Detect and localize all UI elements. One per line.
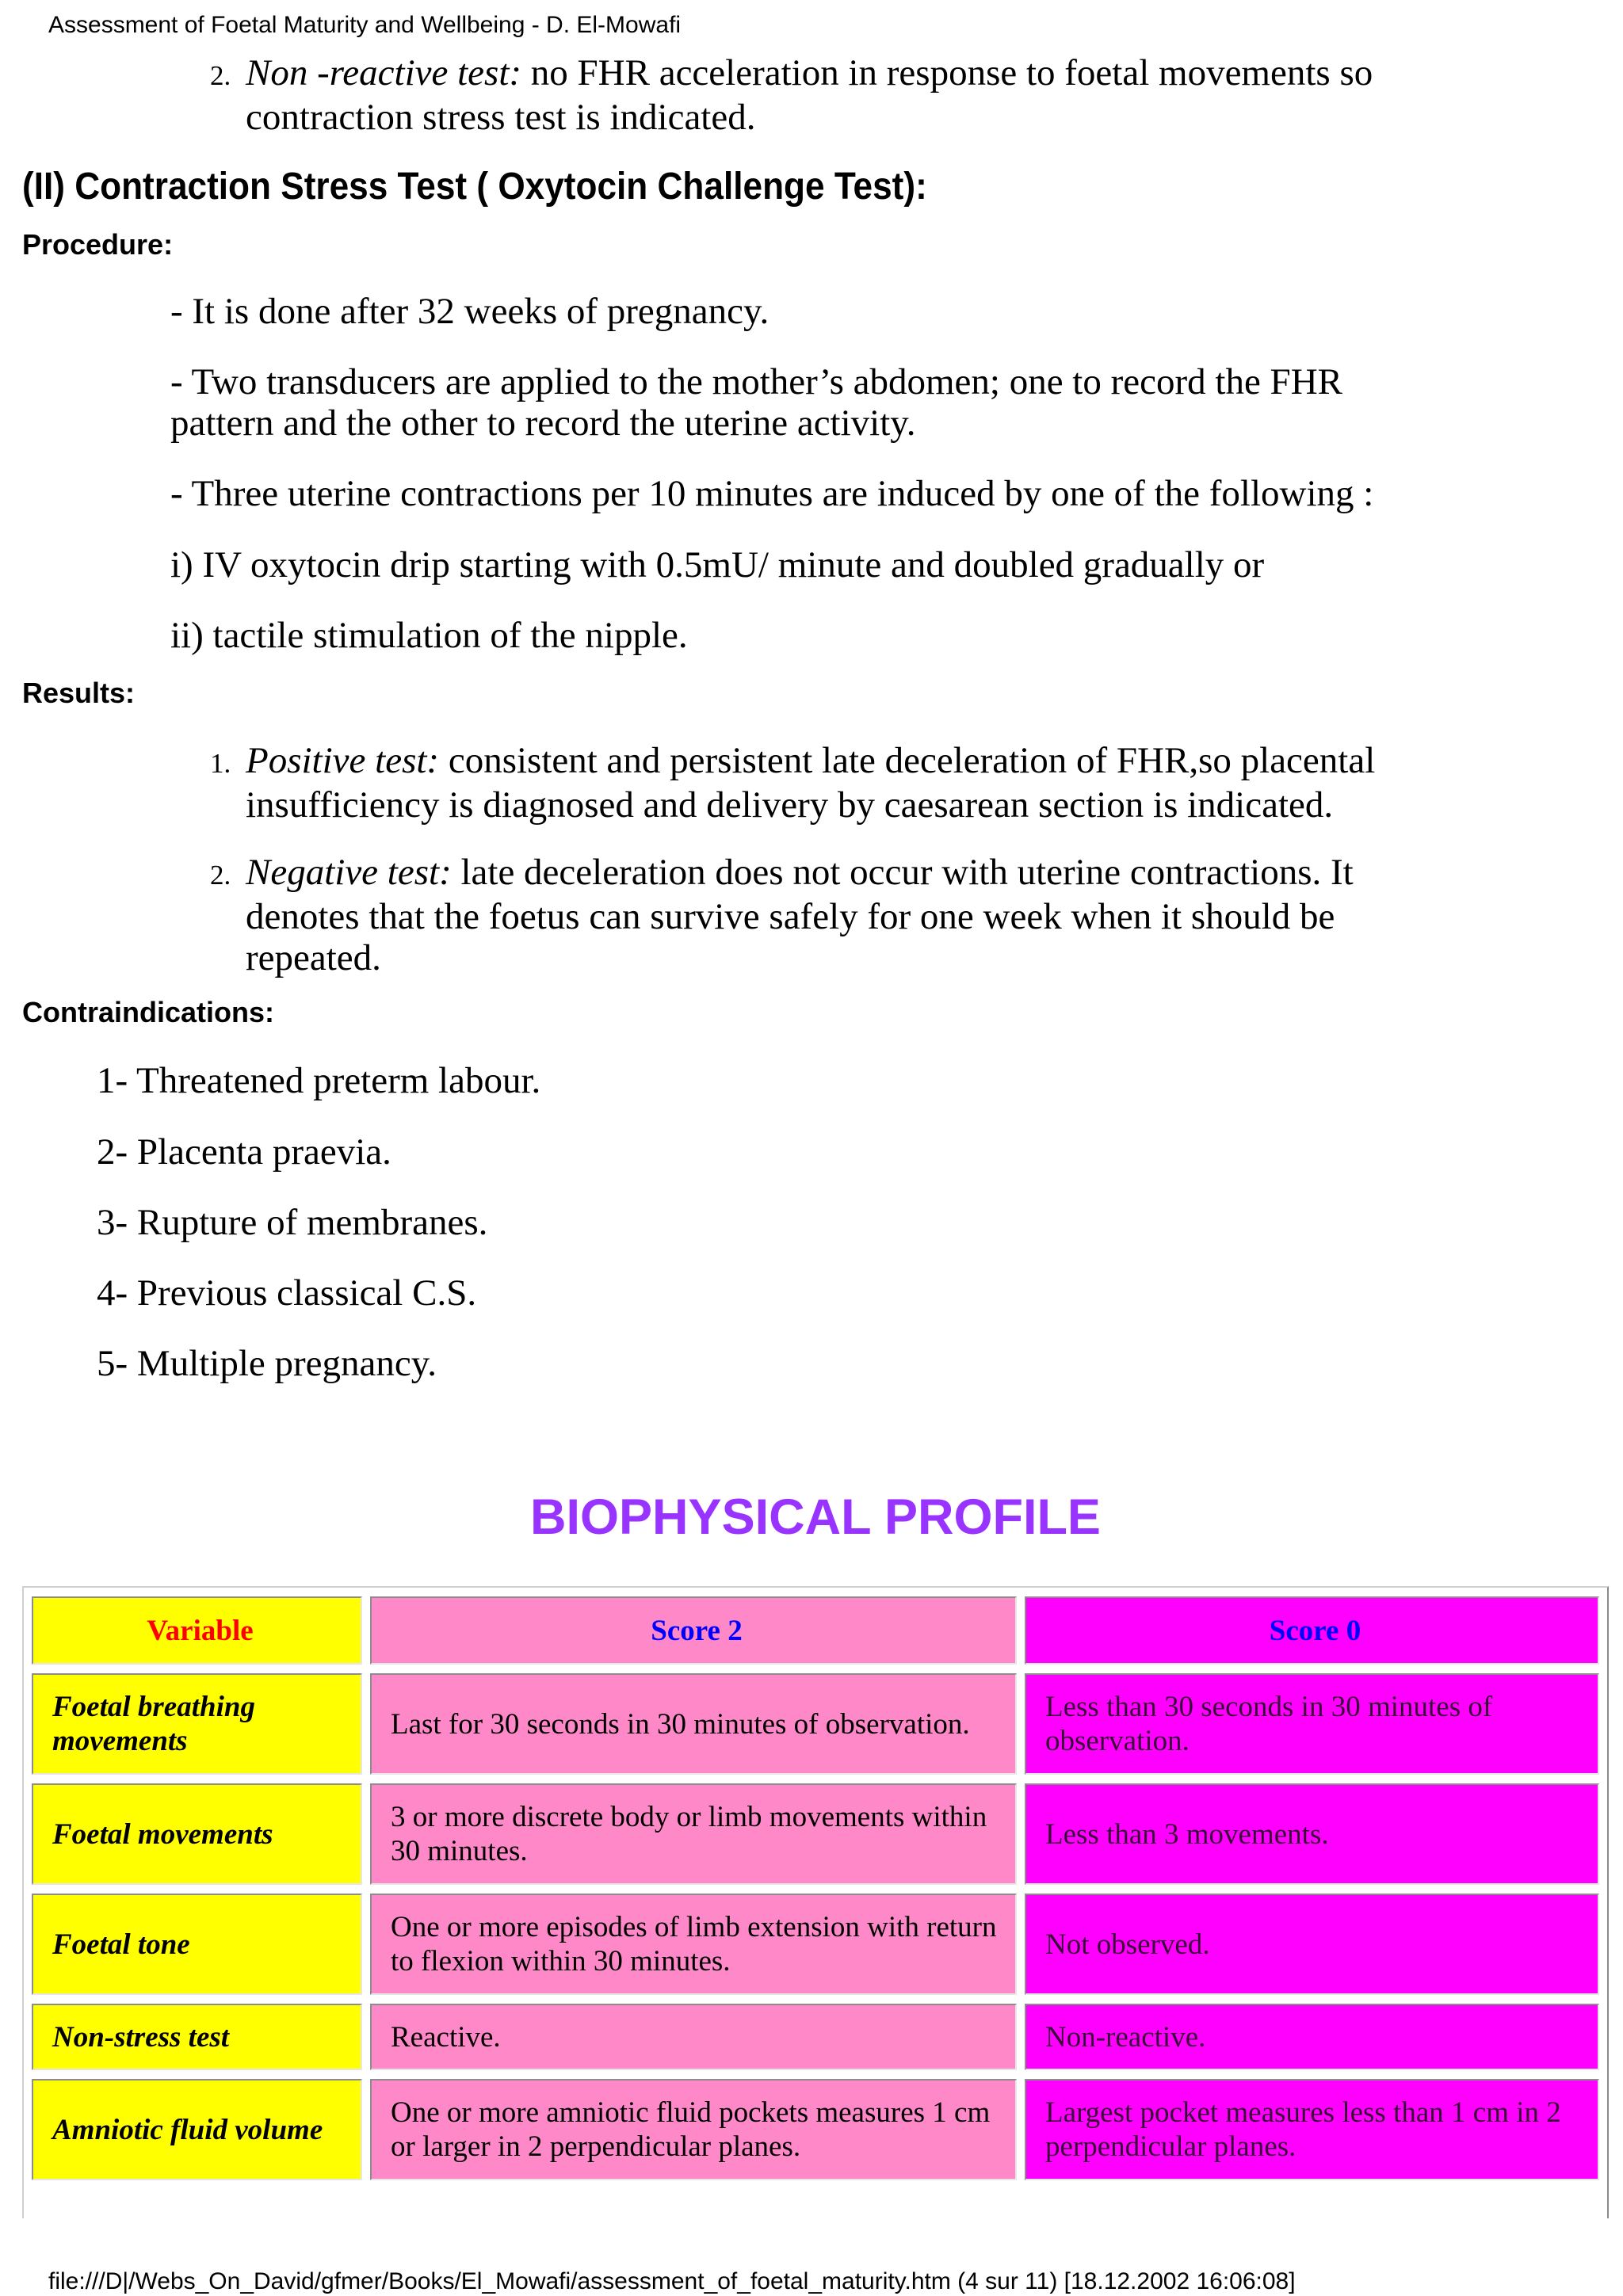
score-0-cell: Non-reactive. — [1025, 2004, 1599, 2070]
contraindication-item: 3- Rupture of membranes. — [97, 1202, 488, 1243]
variable-cell: Foetal movements — [32, 1783, 362, 1885]
section-title: (II) Contraction Stress Test ( Oxytocin Challenge Test): — [22, 166, 927, 208]
item-text-continued: denotes that the foetus can survive safely for one week when it should be — [246, 896, 1335, 937]
item-text-continued: insufficiency is diagnosed and delivery by caesarean section is indicated. — [246, 784, 1334, 826]
column-header-variable: Variable — [32, 1596, 362, 1665]
variable-cell: Non-stress test — [32, 2004, 362, 2070]
score-2-cell: One or more amniotic fluid pockets measures 1 cm or larger in 2 perpendicular planes. — [370, 2079, 1017, 2180]
score-2-cell: Reactive. — [370, 2004, 1017, 2070]
item-text: no FHR acceleration in response to foetal movements so — [530, 52, 1373, 93]
contraindication-item: 4- Previous classical C.S. — [97, 1272, 477, 1314]
procedure-paragraph — [170, 544, 1264, 585]
procedure-paragraph — [170, 291, 769, 332]
score-0-cell: Not observed. — [1025, 1894, 1599, 1995]
table-row — [32, 2079, 1599, 2180]
running-header: Assessment of Foetal Maturity and Wellbeing - D. El-Mowafi — [48, 12, 682, 38]
table-header-row — [32, 1596, 1599, 1665]
procedure-paragraph — [170, 615, 688, 656]
contraindication-item: 2- Placenta praevia. — [97, 1131, 391, 1173]
term-label: Negative test: — [246, 852, 452, 893]
paragraph-line: ii) tactile stimulation of the nipple. — [170, 615, 688, 656]
list-item-line — [210, 52, 1373, 97]
list-number: 2. — [210, 60, 231, 91]
item-text-continued: contraction stress test is indicated. — [246, 97, 756, 138]
list-number: 2. — [210, 860, 231, 891]
paragraph-line: pattern and the other to record the uterine activity. — [170, 402, 916, 444]
table-row — [32, 1783, 1599, 1885]
table-row — [32, 1673, 1599, 1775]
score-0-cell: Largest pocket measures less than 1 cm in 2 perpendicular planes. — [1025, 2079, 1599, 2180]
variable-cell: Amniotic fluid volume — [32, 2079, 362, 2180]
item-text: late deceleration does not occur with uterine contractions. It — [460, 852, 1354, 893]
score-2-cell: One or more episodes of limb extension with return to flexion within 30 minutes. — [370, 1894, 1017, 1995]
variable-cell: Foetal breathing movements — [32, 1673, 362, 1775]
biophysical-profile-table-frame — [22, 1586, 1609, 2218]
table-row — [32, 2004, 1599, 2070]
item-text-continued: repeated. — [246, 937, 381, 978]
term-label: Non -reactive test: — [246, 52, 522, 93]
paragraph-line: i) IV oxytocin drip starting with 0.5mU/ minute and doubled gradually or — [170, 544, 1265, 585]
list-number: 1. — [210, 748, 231, 779]
contraindication-item: 5- Multiple pregnancy. — [97, 1343, 437, 1384]
paragraph-line: - Two transducers are applied to the mother’s abdomen; one to record the FHR — [170, 361, 1342, 402]
running-footer-source-path: file:///D|/Webs_On_David/gfmer/Books/El_Mowafi/assessment_of_foetal_maturity.htm (4 sur 11) [18.12.2002 16:06:08] — [48, 2268, 1296, 2294]
biophysical-profile-title: BIOPHYSICAL PROFILE — [530, 1489, 1101, 1545]
score-2-cell: 3 or more discrete body or limb movements within 30 minutes. — [370, 1783, 1017, 1885]
procedure-paragraph — [170, 361, 1342, 444]
variable-cell: Foetal tone — [32, 1894, 362, 1995]
results-heading: Results: — [22, 677, 136, 709]
non-reactive-test-item — [210, 52, 1373, 138]
paragraph-line: - Three uterine contractions per 10 minutes are induced by one of the following : — [170, 473, 1374, 514]
column-header-score-2: Score 2 — [370, 1596, 1017, 1665]
biophysical-profile-table — [24, 1588, 1607, 2189]
procedure-paragraph — [170, 473, 1373, 514]
paragraph-line: - It is done after 32 weeks of pregnancy. — [170, 291, 769, 332]
score-0-cell: Less than 30 seconds in 30 minutes of observation. — [1025, 1673, 1599, 1775]
column-header-score-0: Score 0 — [1025, 1596, 1599, 1665]
item-text: consistent and persistent late deceleration of FHR,so placental — [448, 740, 1376, 781]
negative-test-item — [210, 852, 1354, 978]
score-2-cell: Last for 30 seconds in 30 minutes of observation. — [370, 1673, 1017, 1775]
list-item-line — [210, 740, 1375, 784]
list-item-line — [210, 852, 1354, 896]
positive-test-item — [210, 740, 1375, 826]
table-row — [32, 1894, 1599, 1995]
contraindications-heading: Contraindications: — [22, 996, 275, 1028]
procedure-heading: Procedure: — [22, 228, 174, 261]
score-0-cell: Less than 3 movements. — [1025, 1783, 1599, 1885]
term-label: Positive test: — [246, 740, 440, 781]
contraindication-item: 1- Threatened preterm labour. — [97, 1060, 541, 1101]
